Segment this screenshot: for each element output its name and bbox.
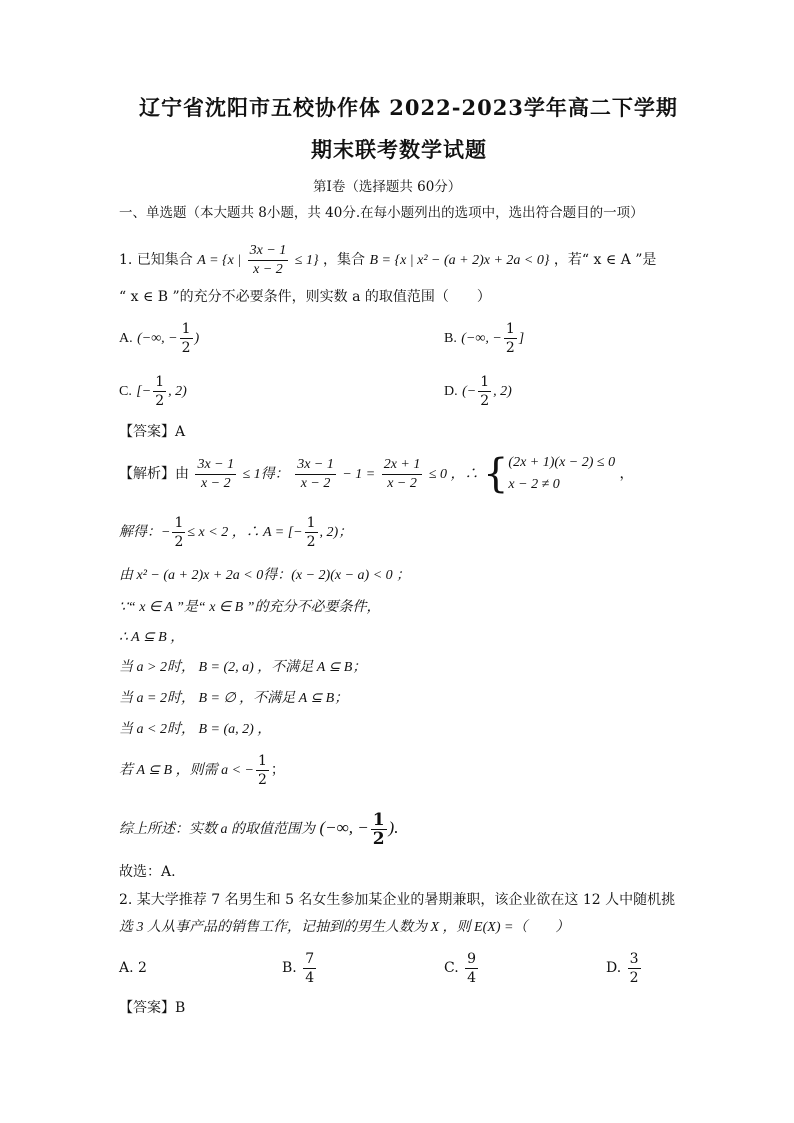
- q1-stem-b: ，集合: [323, 252, 366, 268]
- q1-analysis-e: 当 a > 2时， B = (2, a) ，不满足 A ⊆ B；: [119, 660, 367, 675]
- q1-option-d: D. (− $\frac{1}{2}$ , 2): [444, 373, 512, 409]
- section-title: 第Ⅰ卷（选择题共 60分）: [313, 179, 462, 195]
- q1-set-a-lhs: A = {x |: [197, 253, 242, 268]
- q1-stem-line2: “ x ∈ B ”的充分不必要条件，则实数 a 的取值范围（ ）: [119, 289, 491, 305]
- doc-title-line2: 期末联考数学试题: [311, 137, 487, 162]
- q1-analysis-line1: 【解析】由 $\frac{3x - 1}{x - 2}$ ≤ 1得： $\frac{3x - 1}{x - 2}$ − 1 = $\frac{2x + 1}{x - 2}$ ≤ 0 ，∴ { (2x + 1)(x − 2) ≤ 0 x − 2 ≠ 0 ，: [119, 451, 634, 497]
- q1-option-b: B. (−∞, − $\frac{1}{2}$ ]: [444, 320, 525, 356]
- q2-stem-line2: 选 3 人从事产品的销售工作，记抽到的男生人数为 X ，则 E(X) =（ ）: [119, 920, 570, 935]
- q1-analysis-h: 若 A ⊆ B ，则需 a < − $\frac{1}{2}$ ；: [119, 752, 285, 788]
- q1-analysis-i: 综上所述：实数 a 的取值范围为 (−∞, − $\frac{1}{2}$ ).: [119, 809, 399, 849]
- q1-set-b: B = {x | x² − (a + 2)x + 2a < 0}: [369, 253, 550, 268]
- q2-answer: 【答案】B: [119, 1000, 186, 1016]
- q2-option-a: A. 2: [119, 960, 147, 976]
- q1-conclusion: 故选：A.: [119, 864, 176, 880]
- q2-option-b: B. $\frac{7}{4}$: [282, 950, 315, 986]
- q1-stem-c: ，若“ x ∈ A ”是: [553, 252, 657, 268]
- q1-analysis-g: 当 a < 2时， B = (a, 2) ，: [119, 722, 272, 737]
- q1-inequality-system: (2x + 1)(x − 2) ≤ 0 x − 2 ≠ 0: [508, 455, 616, 492]
- part-heading: 一、单选题（本大题共 8小题，共 40分.在每小题列出的选项中，选出符合题目的一项）: [119, 205, 644, 221]
- q1-set-a-fraction: $\frac{3x - 1}{x - 2}$: [249, 242, 287, 277]
- q1-set-a-rhs: ≤ 1}: [294, 253, 319, 268]
- q2-option-c: C. $\frac{9}{4}$: [444, 950, 477, 986]
- q1-stem-a: 已知集合: [136, 252, 193, 268]
- doc-title-line1: 辽宁省沈阳市五校协作体 2022-2023学年高二下学期: [139, 95, 678, 120]
- q1-number: 1.: [119, 252, 133, 268]
- q1-analysis-c: ∵“ x ∈ A ”是“ x ∈ B ”的充分不必要条件，: [119, 600, 381, 615]
- q1-solve-line: 解得：− $\frac{1}{2}$ ≤ x < 2 ，∴ A = [− $\frac{1}{2}$ , 2)；: [119, 514, 353, 550]
- q1-analysis-d: ∴ A ⊆ B ，: [119, 630, 185, 645]
- q1-option-c: C. [− $\frac{1}{2}$ , 2): [119, 373, 187, 409]
- q1-analysis-b: 由 x² − (a + 2)x + 2a < 0得：(x − 2)(x − a) < 0 ；: [119, 568, 411, 583]
- q1-answer: 【答案】A: [119, 424, 186, 440]
- q1-stem-line1: [119, 240, 656, 280]
- q1-analysis-f: 当 a = 2时， B = ∅ ，不满足 A ⊆ B；: [119, 691, 349, 706]
- q2-stem-line1: 2. 某大学推荐 7 名男生和 5 名女生参加某企业的暑期兼职，该企业欲在这 12 人中随机挑: [119, 892, 676, 908]
- q2-option-d: D. $\frac{3}{2}$: [606, 950, 639, 986]
- q1-option-a: A. (−∞, − $\frac{1}{2}$ ): [119, 320, 200, 356]
